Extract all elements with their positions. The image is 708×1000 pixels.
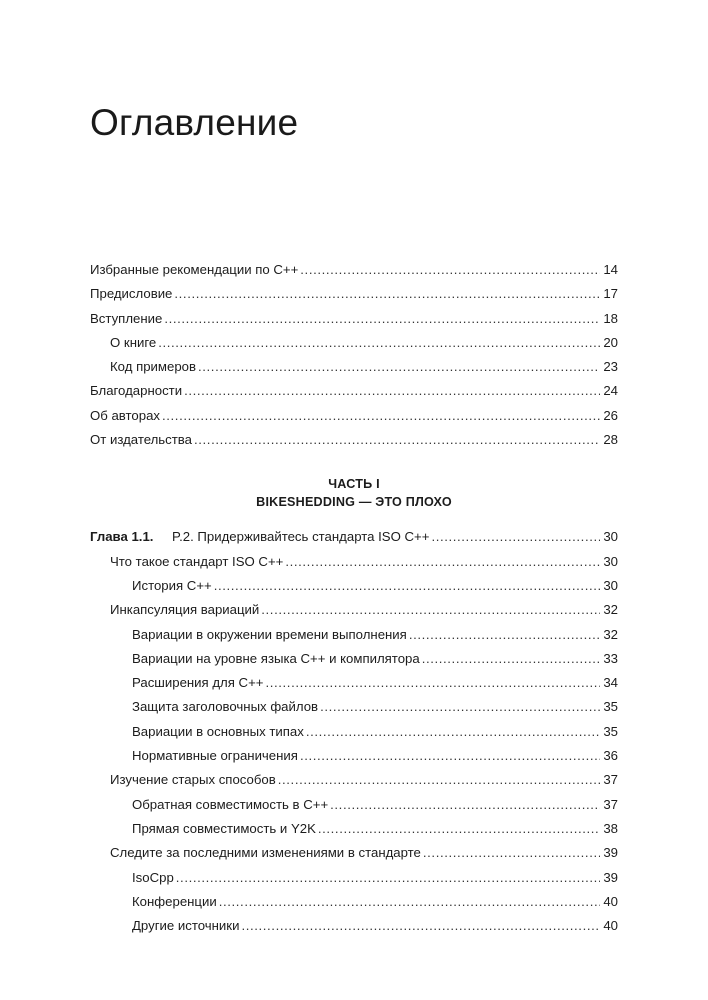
- dot-leader: [198, 355, 600, 379]
- toc-entry[interactable]: [90, 744, 618, 768]
- dot-leader: [162, 404, 600, 428]
- toc-entry[interactable]: [90, 404, 618, 428]
- dot-leader: [409, 623, 600, 647]
- page-number: 14: [603, 262, 618, 277]
- dot-leader: [318, 817, 600, 841]
- dot-leader: [261, 598, 600, 622]
- toc-entry[interactable]: [90, 623, 618, 647]
- table-of-contents: [90, 258, 618, 938]
- chapter-number: Глава 1.1.: [90, 529, 154, 545]
- toc-entry[interactable]: [90, 841, 618, 865]
- toc-entry[interactable]: [90, 793, 618, 817]
- page-number: 35: [603, 723, 618, 739]
- toc-entry-label: Конференции: [132, 893, 217, 909]
- chapter-entry-label: [90, 525, 429, 549]
- dot-leader: [219, 890, 600, 914]
- toc-entry-label: Защита заголовочных файлов: [132, 699, 319, 715]
- toc-entry-label: IsoCpp: [132, 869, 174, 885]
- page-number: 35: [603, 699, 618, 715]
- toc-entry[interactable]: [90, 574, 618, 598]
- dot-leader: [431, 525, 600, 549]
- chapter-sections-list: [90, 550, 618, 939]
- dot-leader: [158, 331, 600, 355]
- page-number: 39: [603, 869, 618, 885]
- toc-entry-label: Предисловие: [90, 286, 173, 302]
- toc-entry[interactable]: [90, 768, 618, 792]
- toc-entry-label: Вариации в окружении времени выполнения: [132, 626, 407, 642]
- front-matter-list: [90, 258, 618, 452]
- dot-leader: [300, 744, 600, 768]
- page-number: 33: [603, 650, 618, 666]
- toc-entry[interactable]: [90, 914, 618, 938]
- dot-leader: [265, 671, 600, 695]
- page-number: 17: [603, 286, 618, 302]
- toc-entry[interactable]: [90, 550, 618, 574]
- page-number: 38: [603, 820, 618, 836]
- toc-entry-label: Код примеров: [110, 359, 197, 375]
- page-number: 36: [603, 748, 618, 764]
- toc-entry-label: Инкапсуляция вариаций: [110, 602, 260, 618]
- dot-leader: [214, 574, 600, 598]
- dot-leader: [423, 841, 600, 865]
- page-number: 40: [603, 893, 618, 909]
- chapter-entry[interactable]: [90, 525, 618, 549]
- toc-entry[interactable]: [90, 379, 618, 403]
- toc-entry[interactable]: [90, 428, 618, 452]
- toc-entry[interactable]: [90, 355, 618, 379]
- dot-leader: [194, 428, 600, 452]
- page-number: 24: [603, 383, 618, 399]
- page-number: 23: [603, 359, 618, 375]
- part-name: BIKESHEDDING — ЭТО ПЛОХО: [256, 495, 452, 510]
- page-title: Оглавление: [90, 102, 299, 143]
- toc-entry-label: Прямая совместимость и Y2K: [132, 820, 316, 836]
- toc-entry[interactable]: [90, 647, 618, 671]
- toc-entry[interactable]: [90, 695, 618, 719]
- toc-entry[interactable]: [90, 866, 618, 890]
- page-number: 37: [603, 796, 618, 812]
- toc-entry-label: Вступление: [90, 310, 163, 326]
- toc-entry-label: Изучение старых способов: [110, 772, 276, 788]
- toc-entry-label: Благодарности: [90, 383, 183, 399]
- toc-entry[interactable]: [90, 720, 618, 744]
- toc-entry[interactable]: [90, 258, 618, 282]
- toc-entry-label: Другие источники: [132, 918, 240, 934]
- part-number: ЧАСТЬ I: [328, 477, 380, 492]
- page-number: 30: [603, 553, 618, 569]
- dot-leader: [330, 793, 600, 817]
- dot-leader: [176, 866, 600, 890]
- toc-entry[interactable]: [90, 817, 618, 841]
- dot-leader: [285, 550, 600, 574]
- toc-entry-label: Избранные рекомендации по C++: [90, 262, 299, 277]
- dot-leader: [184, 379, 600, 403]
- toc-entry[interactable]: [90, 671, 618, 695]
- toc-entry-label: Обратная совместимость в C++: [132, 796, 329, 812]
- toc-entry-label: От издательства: [90, 432, 193, 448]
- toc-entry-label: Что такое стандарт ISO C++: [110, 553, 284, 569]
- page-number: 30: [603, 529, 618, 545]
- toc-entry-label: Нормативные ограничения: [132, 748, 298, 764]
- dot-leader: [306, 720, 600, 744]
- dot-leader: [164, 307, 600, 331]
- part-heading: [90, 475, 618, 511]
- toc-entry-label: Следите за последними изменениями в стандарте: [110, 845, 421, 861]
- toc-entry-label: Вариации в основных типах: [132, 723, 304, 739]
- page-number: 40: [603, 918, 618, 934]
- page-number: 32: [603, 602, 618, 618]
- dot-leader: [241, 914, 600, 938]
- toc-entry-label: Об авторах: [90, 407, 161, 423]
- dot-leader: [278, 768, 600, 792]
- page-number: 26: [603, 407, 618, 423]
- toc-entry[interactable]: [90, 307, 618, 331]
- dot-leader: [300, 258, 600, 282]
- page-number: 18: [603, 310, 618, 326]
- page-number: 30: [603, 577, 618, 593]
- toc-entry[interactable]: [90, 598, 618, 622]
- page-number: 37: [603, 772, 618, 788]
- toc-entry-label: Расширения для C++: [132, 675, 264, 691]
- page-number: 39: [603, 845, 618, 861]
- dot-leader: [320, 695, 600, 719]
- dot-leader: [422, 647, 600, 671]
- page-number: 20: [603, 334, 618, 350]
- toc-entry[interactable]: [90, 890, 618, 914]
- dot-leader: [174, 282, 600, 306]
- page-number: 34: [603, 675, 618, 691]
- toc-entry-label: О книге: [110, 334, 157, 350]
- toc-entry-label: Вариации на уровне языка C++ и компилятора: [132, 650, 420, 666]
- toc-entry-label: История C++: [132, 577, 212, 593]
- toc-entry[interactable]: [90, 282, 618, 306]
- page-number: 28: [603, 432, 618, 448]
- toc-entry[interactable]: [90, 331, 618, 355]
- chapter-title: P.2. Придерживайтесь стандарта ISO C++: [172, 529, 430, 545]
- page-number: 32: [603, 626, 618, 642]
